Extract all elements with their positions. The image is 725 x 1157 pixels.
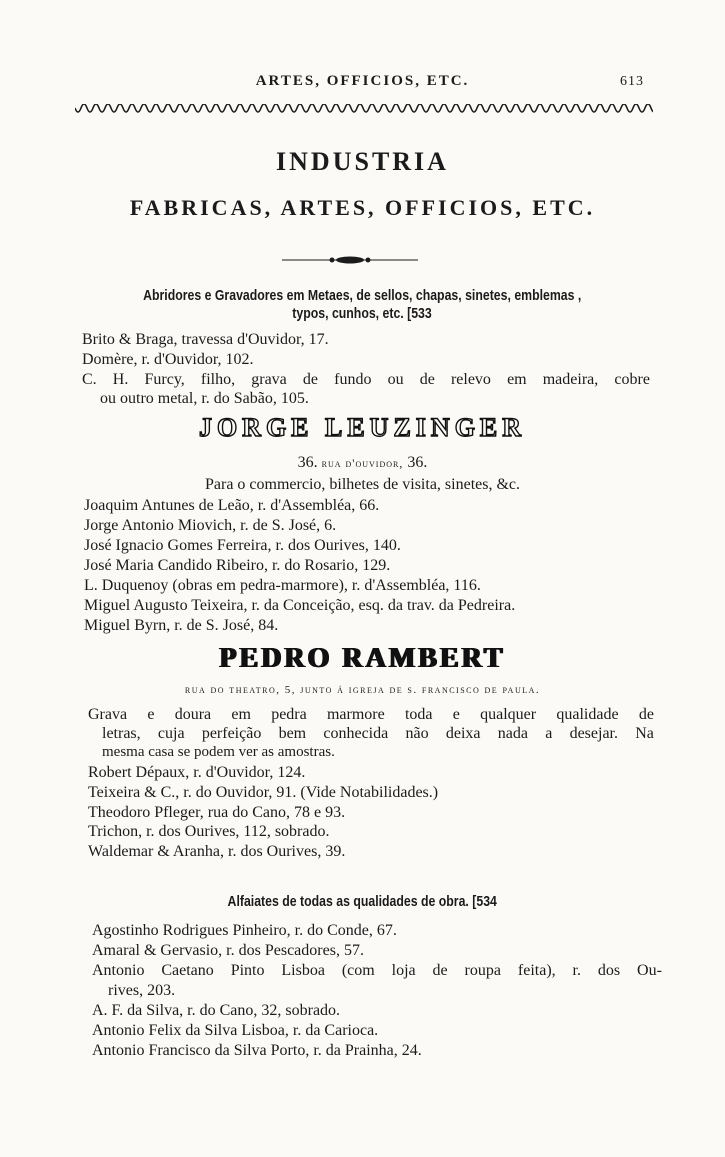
advertiser-name-rambert: PEDRO RAMBERT [219, 643, 506, 674]
list-item: L. Duquenoy (obras em pedra-marmore), r. d'Assembléa, 116. [84, 577, 481, 594]
list-item: José Maria Candido Ribeiro, r. do Rosario, 129. [84, 557, 391, 574]
advertiser-description-line: letras, cuja perfeição bem conhecida não deixa nada a desejar. Na [102, 725, 654, 742]
section-title: INDUSTRIA [276, 147, 449, 176]
list-item: Joaquim Antunes de Leão, r. d'Assembléa, 66. [84, 497, 380, 514]
section-subtitle: FABRICAS, ARTES, OFFICIOS, ETC. [129, 195, 596, 220]
list-item: Jorge Antonio Miovich, r. de S. José, 6. [84, 517, 337, 534]
list-item: Antonio Francisco da Silva Porto, r. da Prainha, 24. [92, 1042, 422, 1059]
list-item: Teixeira & C., r. do Ouvidor, 91. (Vide Notabilidades.) [88, 784, 439, 801]
advertiser-tagline: Para o commercio, bilhetes de visita, sinetes, &c. [204, 476, 521, 493]
list-item: Theodoro Pfleger, rua do Cano, 78 e 93. [88, 804, 346, 821]
list-item: Antonio Felix da Silva Lisboa, r. da Carioca. [92, 1022, 379, 1039]
list-item: José Ignacio Gomes Ferreira, r. dos Ourives, 140. [84, 537, 401, 554]
advertiser-description-line: mesma casa se podem ver as amostras. [102, 744, 335, 760]
category-heading: Alfaiates de todas as qualidades de obra. [534 [227, 893, 498, 910]
wavy-rule-divider [75, 104, 653, 116]
running-title: ARTES, OFFICIOS, ETC. [255, 73, 470, 89]
list-item: Antonio Caetano Pinto Lisboa (com loja de roupa feita), r. dos Ou- [92, 962, 662, 979]
list-item: Agostinho Rodrigues Pinheiro, r. do Conde, 67. [92, 922, 397, 939]
page-number: 613 [620, 74, 644, 89]
list-item: Domère, r. d'Ouvidor, 102. [82, 351, 254, 368]
advertiser-address: rua do theatro, 5, junto á igreja de s. francisco de paula. [184, 684, 541, 696]
list-item: rives, 203. [108, 982, 176, 999]
ornament-divider [282, 255, 418, 265]
advertiser-address: 36. rua d'ouvidor, 36. [297, 454, 428, 471]
category-heading-line1: Abridores e Gravadores em Metaes, de sellos, chapas, sinetes, emblemas , [143, 287, 582, 304]
advertiser-description-line: Grava e doura em pedra marmore toda e qualquer qualidade de [88, 706, 654, 723]
advertiser-name-leuzinger: JORGE LEUZINGER [198, 413, 527, 442]
list-item: Miguel Augusto Teixeira, r. da Conceição, esq. da trav. da Pedreira. [84, 597, 516, 614]
list-item: Trichon, r. dos Ourives, 112, sobrado. [88, 823, 330, 840]
list-item: Miguel Byrn, r. de S. José, 84. [84, 617, 279, 634]
list-item: Brito & Braga, travessa d'Ouvidor, 17. [82, 331, 329, 348]
list-item: ou outro metal, r. do Sabão, 105. [100, 390, 309, 407]
list-item: Waldemar & Aranha, r. dos Ourives, 39. [88, 843, 346, 860]
list-item: Robert Dépaux, r. d'Ouvidor, 124. [88, 764, 306, 781]
list-item: Amaral & Gervasio, r. dos Pescadores, 57. [92, 942, 364, 959]
category-heading-line2: typos, cunhos, etc. [533 [292, 305, 433, 322]
list-item: C. H. Furcy, filho, grava de fundo ou de relevo em madeira, cobre [82, 371, 650, 388]
list-item: A. F. da Silva, r. do Cano, 32, sobrado. [92, 1002, 341, 1019]
